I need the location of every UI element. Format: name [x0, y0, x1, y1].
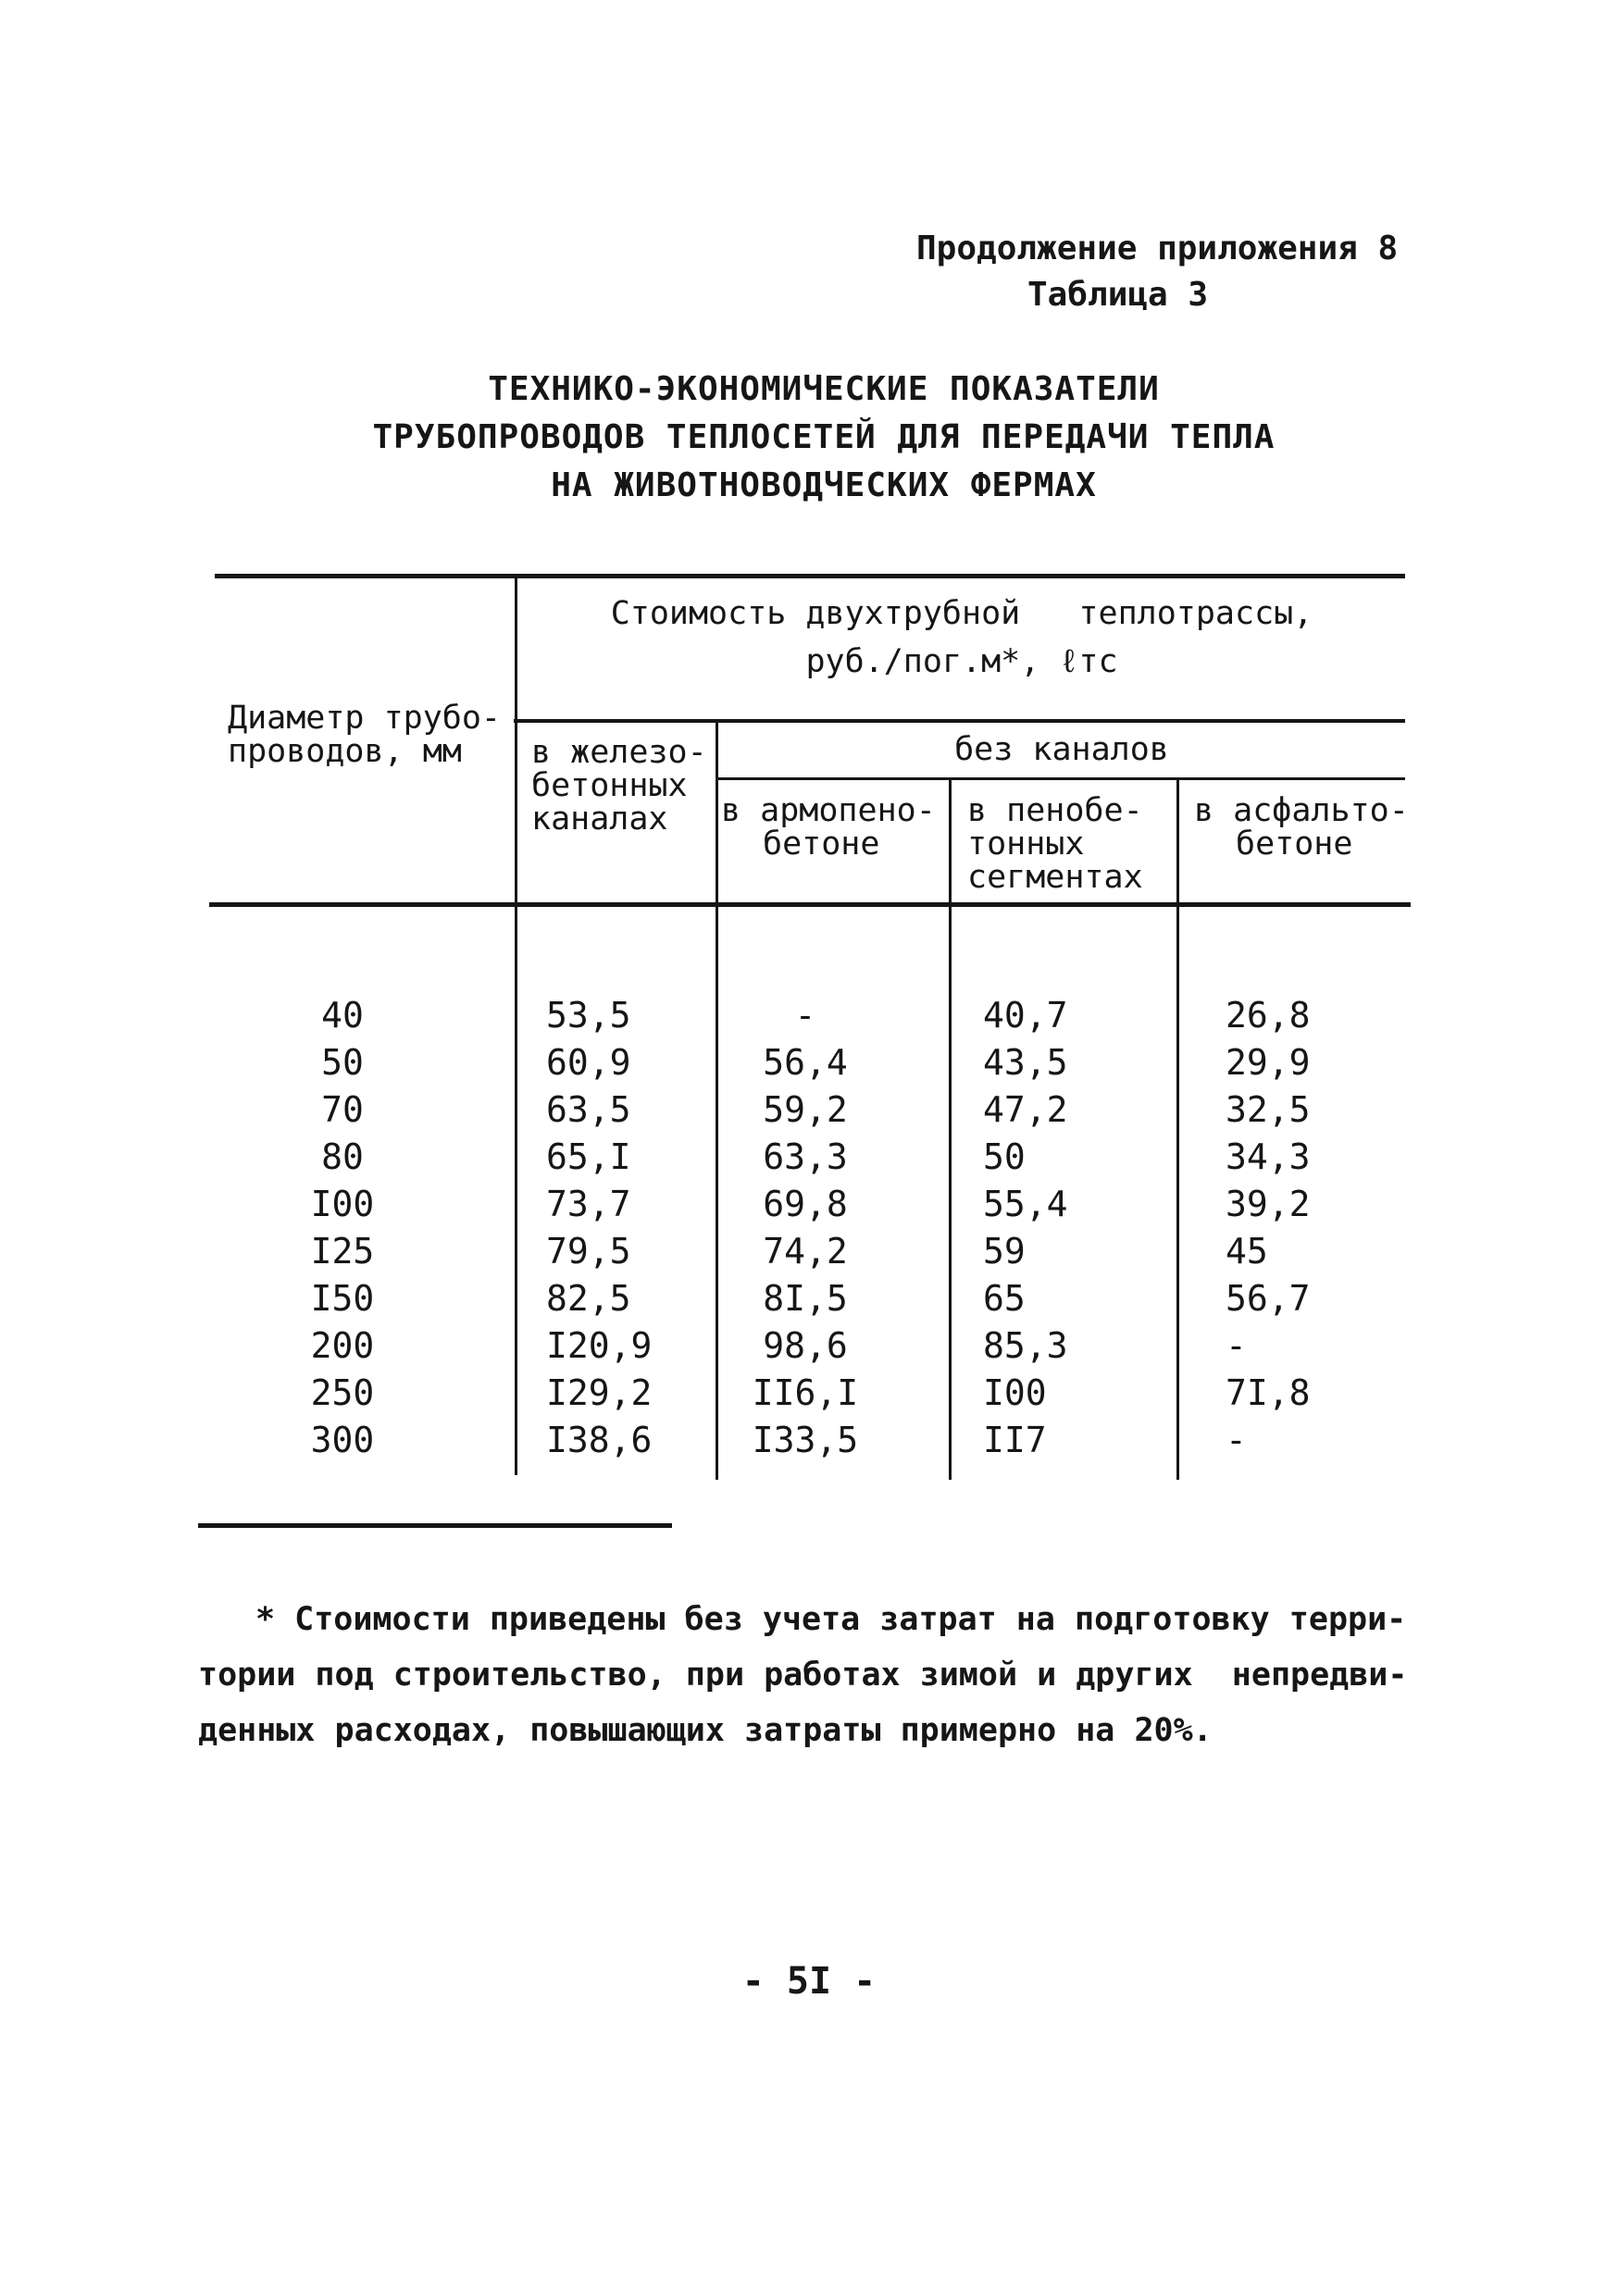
- cell-asphalt: 32,5: [1226, 1089, 1311, 1130]
- cell-channels: I38,6: [546, 1420, 653, 1460]
- col-header-armopeno: в армопено- бетоне: [721, 792, 936, 863]
- cell-asphalt: 7I,8: [1226, 1372, 1311, 1413]
- col-header-cost: Стоимость двухтрубной теплотрассы, руб./пог.м*, ℓтс: [610, 595, 1313, 680]
- cell-armopeno: 69,8: [763, 1184, 848, 1224]
- cell-asphalt: -: [1226, 1325, 1247, 1366]
- table-top-rule: [215, 574, 1405, 578]
- cell-armopeno: -: [794, 995, 816, 1036]
- cell-penobet: II7: [983, 1420, 1047, 1460]
- col-header-diameter: Диаметр трубо- проводов, мм: [228, 700, 502, 770]
- cell-channels: 65,I: [546, 1136, 631, 1177]
- footnote-line-1: * Стоимости приведены без учета затрат на подготовку терри-: [255, 1601, 1407, 1638]
- cell-armopeno: 98,6: [763, 1325, 848, 1366]
- cell-asphalt: 26,8: [1226, 995, 1311, 1036]
- footnote-line-2: тории под строительство, при работах зимой и других непредви-: [198, 1657, 1408, 1694]
- cell-diameter: 70: [321, 1089, 364, 1130]
- cell-penobet: 50: [983, 1136, 1026, 1177]
- cell-penobet: 55,4: [983, 1184, 1068, 1224]
- cell-channels: 79,5: [546, 1231, 631, 1272]
- cell-penobet: 43,5: [983, 1042, 1068, 1083]
- cell-asphalt: 29,9: [1226, 1042, 1311, 1083]
- continuation-label: Продолжение приложения 8: [916, 230, 1399, 267]
- col-header-no-channels: без каналов: [954, 731, 1169, 768]
- cell-diameter: 50: [321, 1042, 364, 1083]
- vrule-2: [716, 721, 718, 1480]
- title-line-1: ТЕХНИКО-ЭКОНОМИЧЕСКИЕ ПОКАЗАТЕЛИ: [488, 370, 1160, 408]
- title-line-2: ТРУБОПРОВОДОВ ТЕПЛОСЕТЕЙ ДЛЯ ПЕРЕДАЧИ ТЕПЛА: [372, 418, 1276, 456]
- no-channels-rule: [717, 777, 1405, 780]
- cell-armopeno: 8I,5: [763, 1278, 848, 1319]
- cell-penobet: 65: [983, 1278, 1026, 1319]
- cell-diameter: 200: [310, 1325, 375, 1366]
- cell-diameter: I50: [310, 1278, 375, 1319]
- cell-asphalt: 56,7: [1226, 1278, 1311, 1319]
- footnote-separator: [198, 1523, 672, 1528]
- cell-diameter: 80: [321, 1136, 364, 1177]
- cell-penobet: 40,7: [983, 995, 1068, 1036]
- cell-penobet: I00: [983, 1372, 1047, 1413]
- title-line-3: НА ЖИВОТНОВОДЧЕСКИХ ФЕРМАХ: [551, 466, 1097, 504]
- cell-asphalt: 45: [1226, 1231, 1268, 1272]
- cell-armopeno: 59,2: [763, 1089, 848, 1130]
- cell-channels: I20,9: [546, 1325, 653, 1366]
- table-title: [167, 370, 1481, 518]
- col-header-penobet: в пенобе- тонных сегментах: [967, 792, 1143, 896]
- cell-channels: 63,5: [546, 1089, 631, 1130]
- cell-diameter: 40: [321, 995, 364, 1036]
- cell-penobet: 85,3: [983, 1325, 1068, 1366]
- cell-channels: 73,7: [546, 1184, 631, 1224]
- cell-armopeno: II6,I: [752, 1372, 859, 1413]
- page-number: - 5I -: [741, 1960, 877, 2003]
- cell-armopeno: 74,2: [763, 1231, 848, 1272]
- cell-channels: 82,5: [546, 1278, 631, 1319]
- vrule-4: [1176, 779, 1179, 1480]
- cell-diameter: 250: [310, 1372, 375, 1413]
- cell-channels: 60,9: [546, 1042, 631, 1083]
- cell-asphalt: 39,2: [1226, 1184, 1311, 1224]
- col-header-asphalt: в асфальто- бетоне: [1194, 792, 1409, 863]
- vrule-1: [515, 577, 517, 1475]
- cell-armopeno: 56,4: [763, 1042, 848, 1083]
- cell-channels: 53,5: [546, 995, 631, 1036]
- table-label: Таблица 3: [1027, 276, 1209, 314]
- col-header-channels: в железо- бетонных каналах: [531, 734, 707, 838]
- footnote-line-3: денных расходах, повышающих затраты примерно на 20%.: [198, 1712, 1213, 1749]
- cell-asphalt: -: [1226, 1420, 1247, 1460]
- cell-diameter: 300: [310, 1420, 375, 1460]
- cell-penobet: 47,2: [983, 1089, 1068, 1130]
- cell-diameter: I25: [310, 1231, 375, 1272]
- vrule-3: [949, 779, 952, 1480]
- footnote: [198, 1592, 1408, 1758]
- header-bottom-rule: [209, 902, 1411, 907]
- cell-diameter: I00: [310, 1184, 375, 1224]
- header-mid-rule: [514, 719, 1405, 723]
- cell-asphalt: 34,3: [1226, 1136, 1311, 1177]
- cell-armopeno: I33,5: [752, 1420, 859, 1460]
- cell-channels: I29,2: [546, 1372, 653, 1413]
- cell-penobet: 59: [983, 1231, 1026, 1272]
- cell-armopeno: 63,3: [763, 1136, 848, 1177]
